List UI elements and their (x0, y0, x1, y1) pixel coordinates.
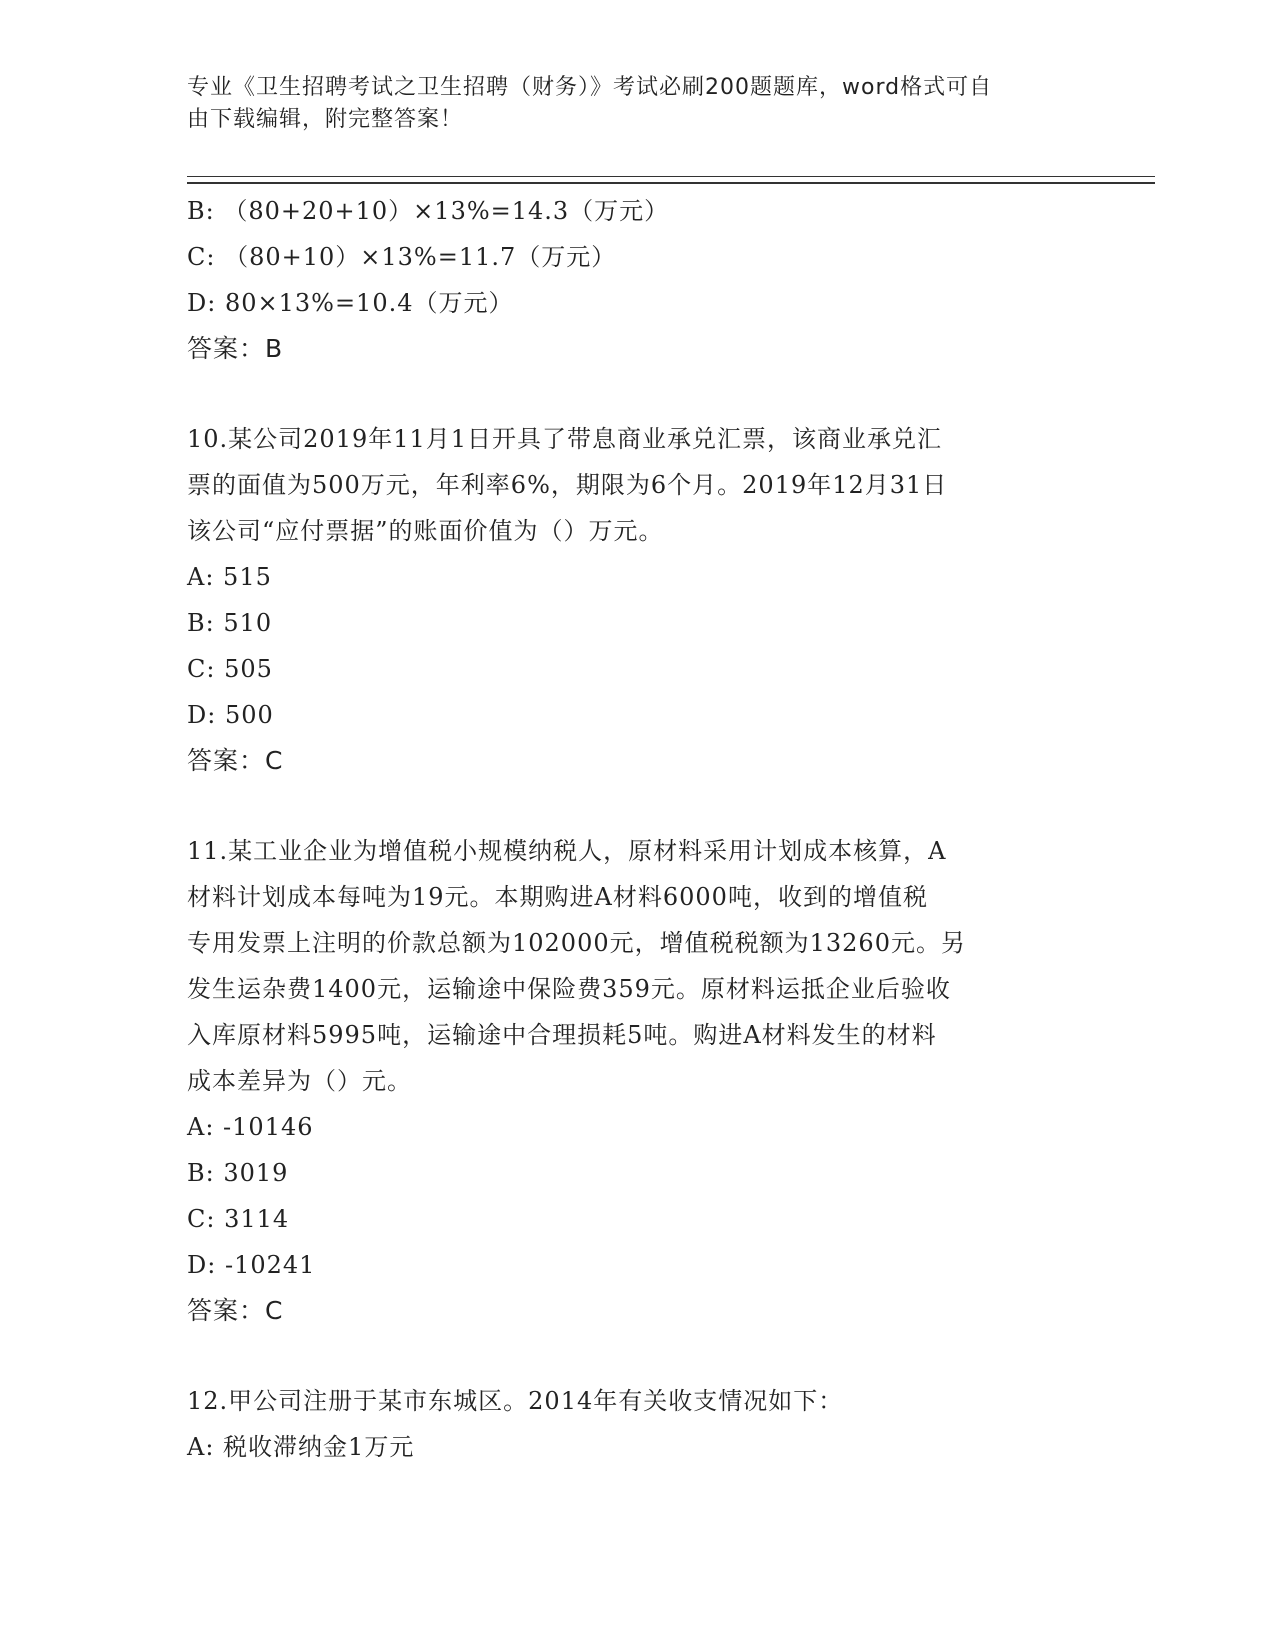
option-b: B: （80+20+10）×13%=14.3（万元） (187, 197, 670, 225)
question-stem-line: 入库原材料5995吨，运输途中合理损耗5吨。购进A材料发生的材料 (187, 1021, 937, 1049)
header-line-2: 由下载编辑，附完整答案！ (187, 107, 464, 132)
spacer (187, 1334, 1087, 1378)
answer-label: 答案：C (187, 1296, 284, 1325)
question-12 (187, 1378, 1087, 1470)
question-stem-line: 成本差异为（）元。 (187, 1067, 412, 1095)
spacer (187, 784, 1087, 828)
header-divider-thick (187, 182, 1155, 184)
option-c: C: 3114 (187, 1205, 290, 1233)
question-content (187, 188, 1087, 1470)
option-a: A: 515 (187, 563, 272, 591)
answer-label: 答案：C (187, 746, 284, 775)
question-stem-line: 材料计划成本每吨为19元。本期购进A材料6000吨，收到的增值税 (187, 883, 928, 911)
question-stem-line: 12.甲公司注册于某市东城区。2014年有关收支情况如下： (187, 1387, 844, 1415)
header-line-1: 专业《卫生招聘考试之卫生招聘（财务）》考试必刷200题题库，word格式可自 (187, 75, 993, 100)
question-stem-line: 专用发票上注明的价款总额为102000元，增值税税额为13260元。另 (187, 929, 966, 957)
option-c: C: 505 (187, 655, 273, 683)
question-11 (187, 828, 1087, 1334)
question-stem-line: 发生运杂费1400元，运输途中保险费359元。原材料运抵企业后验收 (187, 975, 951, 1003)
option-d: D: 80×13%=10.4（万元） (187, 289, 514, 317)
question-stem-line: 票的面值为500万元，年利率6%，期限为6个月。2019年12月31日 (187, 471, 948, 499)
option-a: A: 税收滞纳金1万元 (187, 1433, 415, 1461)
option-a: A: -10146 (187, 1113, 314, 1141)
option-b: B: 3019 (187, 1159, 289, 1187)
option-c: C: （80+10）×13%=11.7（万元） (187, 243, 617, 271)
question-10 (187, 416, 1087, 784)
question-stem-line: 10.某公司2019年11月1日开具了带息商业承兑汇票，该商业承兑汇 (187, 425, 943, 453)
question-stem-line: 11.某工业企业为增值税小规模纳税人，原材料采用计划成本核算，A (187, 837, 947, 865)
header-divider-thin (187, 176, 1155, 177)
spacer (187, 372, 1087, 416)
option-b: B: 510 (187, 609, 273, 637)
answer-label: 答案：B (187, 334, 284, 363)
page-header (187, 72, 1087, 136)
question-stem-line: 该公司“应付票据”的账面价值为（）万元。 (187, 517, 664, 545)
option-d: D: 500 (187, 701, 274, 729)
option-d: D: -10241 (187, 1251, 316, 1279)
